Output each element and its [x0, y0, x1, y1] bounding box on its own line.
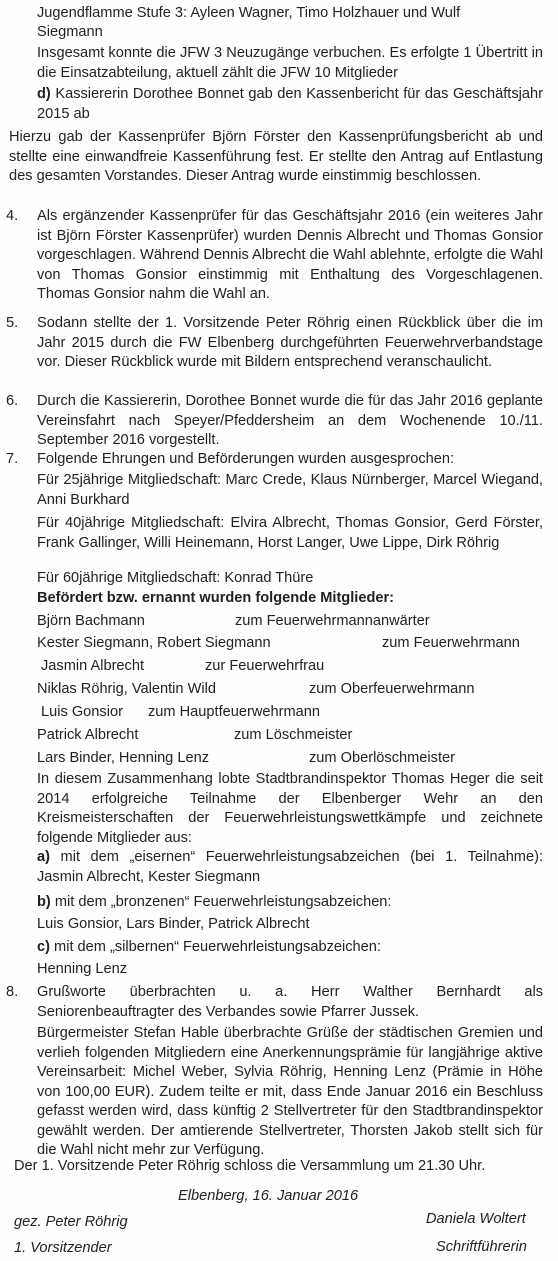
badge-b-text: mit dem „bronzenen“ Feuerwehrleistungsabzeichen: — [54, 894, 392, 910]
promotion-rank: zum Oberlöschmeister — [309, 750, 455, 766]
honor-60-years: Für 60jährige Mitgliedschaft: Konrad Thüre — [37, 570, 314, 586]
item-7-intro: Folgende Ehrungen und Beförderungen wurden ausgesprochen: — [37, 451, 455, 467]
promotion-name: Jasmin Albrecht — [41, 658, 145, 674]
item-6-paragraph: Durch die Kassiererin, Dorothee Bonnet wurde die für das Jahr 2016 geplante Vereinsfahrt nach Speyer/Pfeddersheim an dem Wochenende 10./11. September 2016 vorgestellt. — [37, 393, 543, 448]
jugendflamme-line-1: Jugendflamme Stufe 3: Ayleen Wagner, Timo Holzhauer und Wulf — [37, 5, 461, 21]
badge-c-text: mit dem „silbernen“ Feuerwehrleistungsabzeichen: — [54, 939, 381, 955]
promotion-rank: zum Löschmeister — [234, 727, 353, 743]
kassenbericht-text: Kassiererin Dorothee Bonnet gab den Kassenbericht für das Geschäftsjahr 2015 ab — [37, 86, 543, 122]
promotions-heading: Befördert bzw. ernannt wurden folgende Mitglieder: — [37, 590, 395, 606]
item-number-5: 5. — [6, 315, 19, 331]
promotion-rank: zur Feuerwehrfrau — [205, 658, 325, 674]
item-label-d: d) — [37, 86, 51, 102]
honor-40-years: Für 40jährige Mitgliedschaft: Elvira Albrecht, Thomas Gonsior, Gerd Förster, Frank Gallinger, Willi Heinemann, Horst Langer, Uwe Lippe, Dirk Röhrig — [37, 515, 543, 551]
item-label-c: c) — [37, 939, 50, 955]
promotion-rank: zum Feuerwehrmann — [382, 635, 520, 651]
promotion-name: Niklas Röhrig, Valentin Wild — [37, 681, 216, 697]
badge-c-item — [37, 938, 381, 958]
item-number-6: 6. — [6, 393, 19, 409]
kassenbericht-item — [37, 85, 543, 124]
jugendflamme-line-2: Siegmann — [37, 24, 103, 40]
signature-left-role: 1. Vorsitzender — [14, 1240, 112, 1256]
place-date: Elbenberg, 16. Januar 2016 — [178, 1188, 359, 1204]
badge-a-item — [37, 848, 543, 887]
badge-c-names: Henning Lenz — [37, 961, 128, 977]
promotion-rank: zum Hauptfeuerwehrmann — [148, 704, 320, 720]
promotion-name: Patrick Albrecht — [37, 727, 139, 743]
promotion-rank: zum Oberfeuerwehrmann — [309, 681, 475, 697]
kassenpruefung-paragraph: Hierzu gab der Kassenprüfer Björn Förster den Kassenprüfungsbericht ab und stellte eine einwandfreie Kassenführung fest. Er stellte den Antrag auf Entlastung des gesamten Vorstandes. Dieser Antrag wurde einstimmig beschlossen. — [9, 129, 543, 184]
jfw-summary-paragraph: Insgesamt konnte die JFW 3 Neuzugänge verbuchen. Es erfolgte 1 Übertritt in die Einsatzabteilung, aktuell zählt die JFW 10 Mitglieder — [37, 45, 543, 81]
badge-a-text: mit dem „eisernen“ Feuerwehrleistungsabzeichen (bei 1. Teilnahme): Jasmin Albrecht, Kester Siegmann — [37, 849, 543, 885]
signature-right-name: Daniela Woltert — [426, 1211, 526, 1227]
item-label-a: a) — [37, 849, 50, 865]
badge-b-item — [37, 893, 391, 913]
promotion-name: Kester Siegmann, Robert Siegmann — [37, 635, 271, 651]
item-number-8: 8. — [6, 984, 19, 1000]
promotion-name: Lars Binder, Henning Lenz — [37, 750, 209, 766]
honor-25-years: Für 25jährige Mitgliedschaft: Marc Crede, Klaus Nürnberger, Marcel Wiegand, Anni Burkhard — [37, 472, 543, 508]
promotion-name: Björn Bachmann — [37, 613, 145, 629]
badge-b-names: Luis Gonsior, Lars Binder, Patrick Albrecht — [37, 916, 310, 932]
item-8-mayor-paragraph: Bürgermeister Stefan Hable überbrachte Grüße der städtischen Gremien und verlieh folgenden Mitgliedern eine Anerkennungsprämie für langjährige aktive Vereinsarbeit: Michel Weber, Sylvia Röhrig, Henning Lenz (Prämie in Höhe von 100,00 EUR). Zudem teilte er mit, dass Ende Januar 2016 ein Beschluss gefasst werden wird, dass künftig 2 Stellvertreter für den Stadtbrandinspektor gewählt werden. Der amtierende Stellvertreter, Thorsten Jakob stellt sich für die Wahl nicht mehr zur Verfügung. — [37, 1025, 543, 1158]
signature-right-role: Schriftführerin — [436, 1239, 527, 1255]
promotion-rank: zum Feuerwehrmannanwärter — [235, 613, 430, 629]
closing-statement: Der 1. Vorsitzende Peter Röhrig schloss die Versammlung um 21.30 Uhr. — [14, 1158, 486, 1174]
item-4-paragraph: Als ergänzender Kassenprüfer für das Geschäftsjahr 2016 (ein weiteres Jahr ist Björn Förster Kassenprüfer) wurden Dennis Albrecht und Thomas Gonsior vorgeschlagen. Während Dennis Albrecht die Wahl ablehnte, erfolgte die Wahl von Thomas Gonsior einstimmig mit Enthaltung des Vorgeschlagenen. Thomas Gonsior nahm die Wahl an. — [37, 208, 543, 302]
item-number-4: 4. — [6, 208, 19, 224]
leistungswettkampf-paragraph: In diesem Zusammenhang lobte Stadtbrandinspektor Thomas Heger die seit 2014 erfolgreiche Teilnahme der Elbenberger Wehr an den Kreismeisterschaften der Feuerwehrleistungswettkämpfe und zeichnete folgende Mitglieder aus: — [37, 771, 543, 846]
signature-left-name: gez. Peter Röhrig — [14, 1214, 128, 1230]
item-8-greetings: Grußworte überbrachten u. a. Herr Walther Bernhardt als Seniorenbeauftragter des Verbandes sowie Pfarrer Jussek. — [37, 984, 543, 1020]
item-5-paragraph: Sodann stellte der 1. Vorsitzende Peter Röhrig einen Rückblick über die im Jahr 2015 durch die FW Elbenberg durchgeführten Feuerwehrverbandstage vor. Dieser Rückblick wurde mit Bildern entsprechend veranschaulicht. — [37, 315, 543, 370]
item-label-b: b) — [37, 894, 51, 910]
promotion-name: Luis Gonsior — [41, 704, 123, 720]
item-number-7: 7. — [6, 451, 19, 467]
